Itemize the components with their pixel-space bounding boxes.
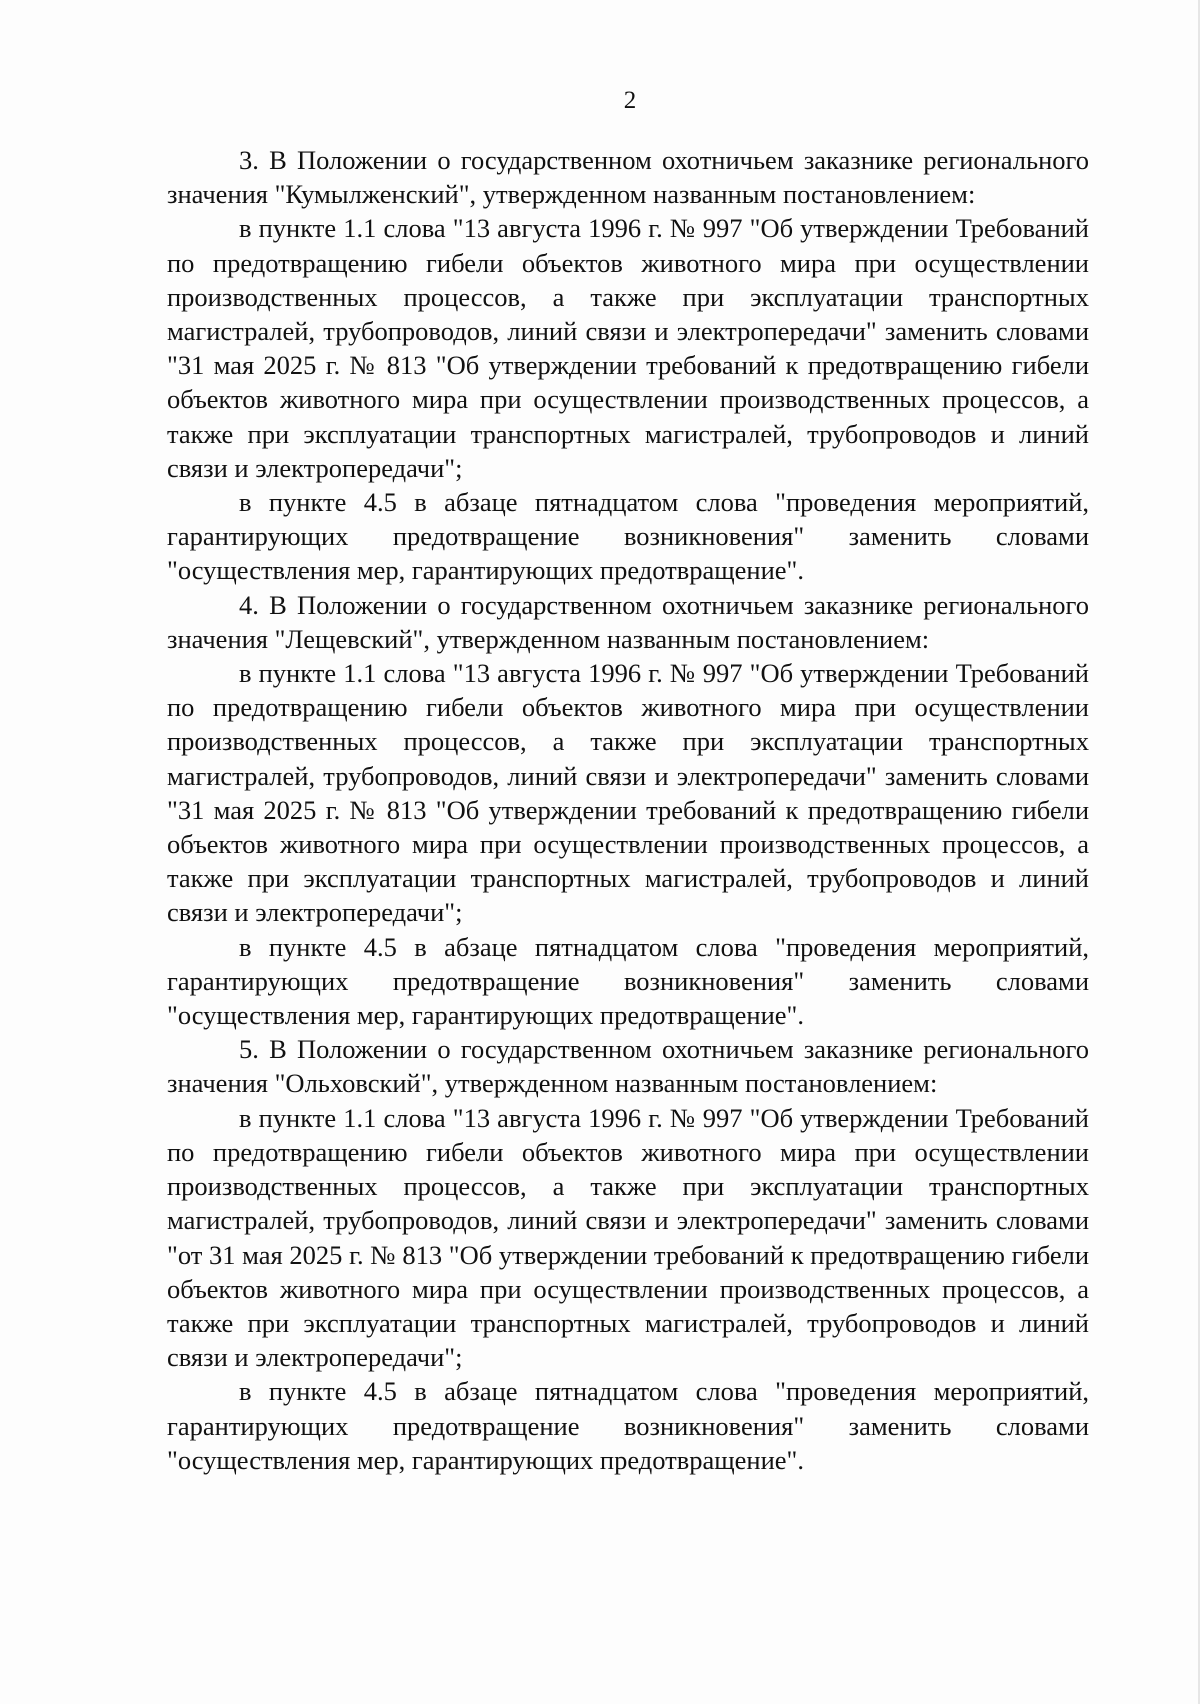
paragraph-item-5-point-1-1: в пункте 1.1 слова "13 августа 1996 г. № 997 "Об утверждении Требований по предотвращению гибели объектов животного мира при осуществлении производственных процессов, а также при эксплуатации транспортных магистралей, трубопроводов, линий связи и электропередачи" заменить словами "от 31 мая 2025 г. № 813 "Об утверждении требований к предотвращению гибели объектов животного мира при осуществлении производственных процессов, а также при эксплуатации транспортных магистралей, трубопроводов и линий связи и электропередачи";	[167, 1102, 1089, 1373]
paragraph-item-4-point-1-1: в пункте 1.1 слова "13 августа 1996 г. № 997 "Об утверждении Требований по предотвращению гибели объектов животного мира при осуществлении производственных процессов, а также при эксплуатации транспортных магистралей, трубопроводов, линий связи и электропередачи" заменить словами "31 мая 2025 г. № 813 "Об утверждении требований к предотвращению гибели объектов животного мира при осуществлении производственных процессов, а также при эксплуатации транспортных магистралей, трубопроводов и линий связи и электропередачи";	[167, 658, 1089, 928]
paragraph-item-3-point-4-5: в пункте 4.5 в абзаце пятнадцатом слова "проведения мероприятий, гарантирующих предотвращение возникновения" заменить словами "осуществления мер, гарантирующих предотвращение".	[167, 487, 1089, 586]
paragraph-item-5-point-4-5: в пункте 4.5 в абзаце пятнадцатом слова "проведения мероприятий, гарантирующих предотвращение возникновения" заменить словами "осуществления мер, гарантирующих предотвращение".	[167, 1376, 1089, 1475]
paragraph-item-4-point-4-5: в пункте 4.5 в абзаце пятнадцатом слова "проведения мероприятий, гарантирующих предотвращение возникновения" заменить словами "осуществления мер, гарантирующих предотвращение".	[167, 931, 1089, 1031]
paragraph-item-5-heading: 5. В Положении о государственном охотничьем заказнике регионального значения "Ольховский", утвержденном названным постановлением:	[167, 1034, 1089, 1099]
paragraph-item-3-heading: 3. В Положении о государственном охотничьем заказнике регионального значения "Кумылженский", утвержденном названным постановлением:	[167, 145, 1089, 210]
page-number: 2	[623, 87, 637, 114]
document-body	[167, 143, 1089, 1477]
paragraph-item-4-heading: 4. В Положении о государственном охотничьем заказнике регионального значения "Лещевский", утвержденном названным постановлением:	[167, 589, 1089, 654]
paragraph-item-3-point-1-1: в пункте 1.1 слова "13 августа 1996 г. № 997 "Об утверждении Требований по предотвращению гибели объектов животного мира при осуществлении производственных процессов, а также при эксплуатации транспортных магистралей, трубопроводов, линий связи и электропередачи" заменить словами "31 мая 2025 г. № 813 "Об утверждении требований к предотвращению гибели объектов животного мира при осуществлении производственных процессов, а также при эксплуатации транспортных магистралей, трубопроводов и линий связи и электропередачи";	[167, 213, 1089, 483]
